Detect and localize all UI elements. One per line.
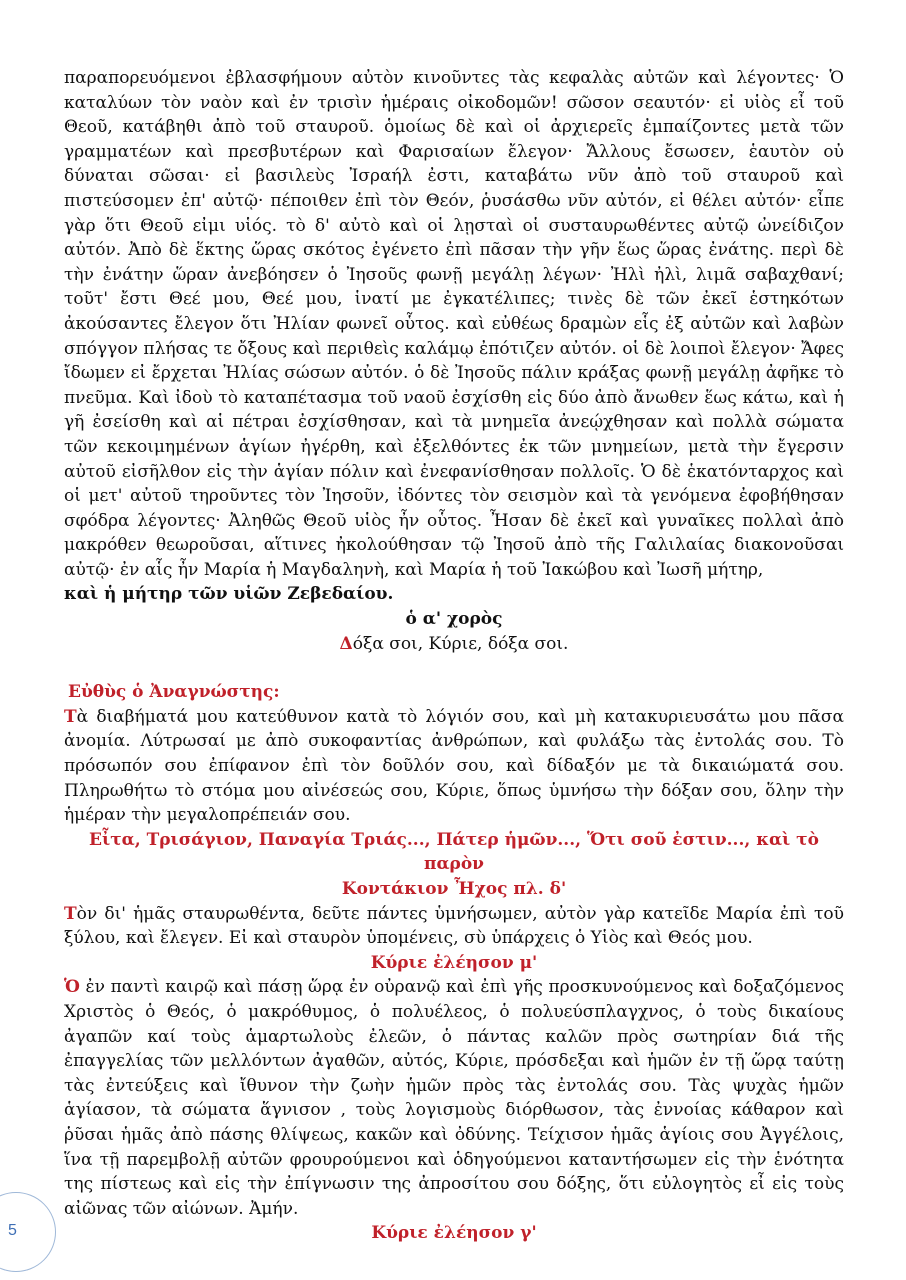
kyrie-40: Κύριε ἐλέησον μ' — [370, 952, 538, 973]
kontakion-text — [64, 902, 844, 951]
spacer — [64, 656, 844, 680]
reader-heading: Εὐθὺς ὁ Ἀναγνώστης: — [68, 682, 280, 703]
prayer-text — [64, 975, 844, 1221]
choir-label: ὁ α' χορὸς — [405, 609, 503, 630]
reader-body: ὰ διαβήματά μου κατεύθυνον κατὰ τὸ λόγιόν σου, καὶ μὴ κατακυριευσάτω μου πᾶσα ἀνομία. Λύτρωσαί με ἀπὸ συκοφαντίας ἀνθρώπων, καὶ φυλάξω τὰς ἐντολάς σου. Τὸ πρόσωπόν σου ἐπίφανον ἐπὶ τὸν δοῦλόν σου, καὶ δίδαξόν με τὰ δικαιώματά σου. Πληρωθήτω τὸ στόμα μου αἰνέσεώς σου, Κύριε, ὅπως ὑμνήσω τὴν δόξαν σου, ὅλην τὴν ἡμέραν τὴν μεγαλοπρέπειάν σου. — [64, 706, 844, 826]
rubric-line-2: Κοντάκιον Ἦχος πλ. δ' — [341, 879, 567, 899]
doxa-text: όξα σοι, Κύριε, δόξα σοι. — [352, 633, 569, 654]
kontakion-initial: Τ — [64, 903, 77, 924]
page-content — [64, 66, 844, 1246]
reader-text — [64, 705, 844, 828]
doxa-line — [64, 632, 844, 657]
gospel-ending: καὶ ἡ μήτηρ τῶν υἱῶν Ζεβεδαίου. — [64, 584, 394, 605]
prayer-initial: Ὁ — [64, 977, 80, 998]
kontakion-body: ὸν δι' ἡμᾶς σταυρωθέντα, δεῦτε πάντες ὑμνήσωμεν, αὐτὸν γὰρ κατεῖδε Μαρία ἐπὶ τοῦ ξύλου, καὶ ἔλεγεν. Εἰ καὶ σταυρὸν ὑπομένεις, σὺ ὑπάρχεις ὁ Υἱὸς καὶ Θεός μου. — [64, 903, 844, 949]
gospel-reading — [64, 66, 844, 607]
reader-initial: Τ — [64, 706, 77, 727]
doxa-initial: Δ — [339, 633, 353, 654]
rubric-line-1: Εἶτα, Τρισάγιον, Παναγία Τριάς..., Πάτερ ἡμῶν..., Ὅτι σοῦ ἐστιν..., καὶ τὸ παρὸν — [89, 829, 819, 875]
gospel-text: παραπορευόμενοι ἐβλασφήμουν αὐτὸν κινοῦντες τὰς κεφαλὰς αὐτῶν καὶ λέγοντες· Ὁ καταλύων τὸν ναὸν καὶ ἐν τρισὶν ἡμέραις οἰκοδομῶν! σῶσον σεαυτόν· εἰ υἱὸς εἶ τοῦ Θεοῦ, κατάβηθι ἀπὸ τοῦ σταυροῦ. ὁμοίως δὲ καὶ οἱ ἀρχιερεῖς ἐμπαίζοντες μετὰ τῶν γραμματέων καὶ πρεσβυτέρων καὶ Φαρισαίων ἔλεγον· Ἄλλους ἔσωσεν, ἑαυτὸν οὐ δύναται σῶσαι· εἰ βασιλεὺς Ἰσραήλ ἐστι, καταβάτω νῦν ἀπὸ τοῦ σταυροῦ καὶ πιστεύσομεν ἐπ' αὐτῷ· πέποιθεν ἐπὶ τὸν Θεόν, ῥυσάσθω νῦν αὐτόν, εἰ θέλει αὐτόν· εἶπε γὰρ ὅτι Θεοῦ εἰμι υἱός. τὸ δ' αὐτὸ καὶ οἱ λῃσταὶ οἱ συσταυρωθέντες αὐτῷ ὠνείδιζον αὐτόν. Ἀπὸ δὲ ἕκτης ὥρας σκότος ἐγένετο ἐπὶ πᾶσαν τὴν γῆν ἕως ὥρας ἐνάτης. περὶ δὲ τὴν ἐνάτην ὥραν ἀνεβόησεν ὁ Ἰησοῦς φωνῇ μεγάλῃ λέγων· Ἠλὶ ἠλὶ, λιμᾶ σαβαχθανί; τοῦτ' ἔστι Θεέ μου, Θεέ μου, ἱνατί με ἐγκατέλιπες; τινὲς δὲ τῶν ἐκεῖ ἑστηκότων ἀκούσαντες ἔλεγον ὅτι Ἠλίαν φωνεῖ οὗτος. καὶ εὐθέως δραμὼν εἷς ἐξ αὐτῶν καὶ λαβὼν σπόγγον πλήσας τε ὄξους καὶ περιθεὶς καλάμῳ ἐπότιζεν αὐτόν. οἱ δὲ λοιποὶ ἔλεγον· Ἄφες ἴδωμεν εἰ ἔρχεται Ἠλίας σώσων αὐτόν. ὁ δὲ Ἰησοῦς πάλιν κράξας φωνῇ μεγάλῃ ἀφῆκε τὸ πνεῦμα. Καὶ ἰδοὺ τὸ καταπέτασμα τοῦ ναοῦ ἐσχίσθη εἰς δύο ἀπὸ ἄνωθεν ἕως κάτω, καὶ ἡ γῆ ἐσείσθη καὶ αἱ πέτραι ἐσχίσθησαν, καὶ τὰ μνημεῖα ἀνεῴχθησαν καὶ πολλὰ σώματα τῶν κεκοιμημένων ἁγίων ἠγέρθη, καὶ ἐξελθόντες ἐκ τῶν μνημείων, μετὰ τὴν ἔγερσιν αὐτοῦ εἰσῆλθον εἰς τὴν ἁγίαν πόλιν καὶ ἐνεφανίσθησαν πολλοῖς. Ὁ δὲ ἑκατόνταρχος καὶ οἱ μετ' αὐτοῦ τηροῦντες τὸν Ἰησοῦν, ἰδόντες τὸν σεισμὸν καὶ τὰ γενόμενα ἐφοβήθησαν σφόδρα λέγοντες· Ἀληθῶς Θεοῦ υἱὸς ἦν οὗτος. Ἦσαν δὲ ἐκεῖ καὶ γυναῖκες πολλαὶ ἀπὸ μακρόθεν θεωροῦσαι, αἵτινες ἠκολούθησαν τῷ Ἰησοῦ ἀπὸ τῆς Γαλιλαίας διακονοῦσαι αὐτῷ· ἐν αἷς ἦν Μαρία ἡ Μαγδαληνὴ, καὶ Μαρία ἡ τοῦ Ἰακώβου καὶ Ἰωσῆ μήτηρ, — [64, 68, 844, 580]
kyrie-3: Κύριε ἐλέησον γ' — [371, 1223, 537, 1244]
page-number: 5 — [8, 1222, 17, 1239]
prayer-body: ἐν παντὶ καιρῷ καὶ πάσῃ ὥρᾳ ἐν οὐρανῷ καὶ ἐπὶ γῆς προσκυνούμενος καὶ δοξαζόμενος Χριστὸς ὁ Θεός, ὁ μακρόθυμος, ὁ πολυέλεος, ὁ πολυεύσπλαγχνος, ὁ τοὺς δικαίους ἀγαπῶν καί τοὺς ἁμαρτωλοὺς ἐλεῶν, ὁ πάντας καλῶν πρὸς σωτηρίαν διά τῆς ἐπαγγελίας τῶν μελλόντων ἀγαθῶν, αὐτός, Κύριε, πρόσδεξαι καὶ ἡμῶν ἐν τῇ ὥρᾳ ταύτῃ τὰς ἐντεύξεις καὶ ἴθυνον τὴν ζωὴν ἡμῶν πρὸς τὰς ἐντολάς σου. Τὰς ψυχὰς ἡμῶν ἁγίασον, τὰ σώματα ἅγνισον , τοὺς λογισμοὺς διόρθωσον, τὰς ἐννοίας κάθαρον καὶ ῥῦσαι ἡμᾶς ἀπὸ πάσης θλίψεως, κακῶν καὶ ὀδύνης. Τείχισον ἡμᾶς ἁγίοις σου Ἀγγέλοις, ἵνα τῇ παρεμβολῇ αὐτῶν φρουρούμενοι καὶ ὁδηγούμενοι καταντήσωμεν εἰς τὴν ἑνότητα της πίστεως καὶ εἰς τὴν ἐπίγνωσιν της ἀπροσίτου σου δόξης, ὅτι εὐλογητὸς εἶ εἰς τοὺς αἰῶνας τῶν αἰώνων. Ἀμήν. — [64, 977, 844, 1219]
